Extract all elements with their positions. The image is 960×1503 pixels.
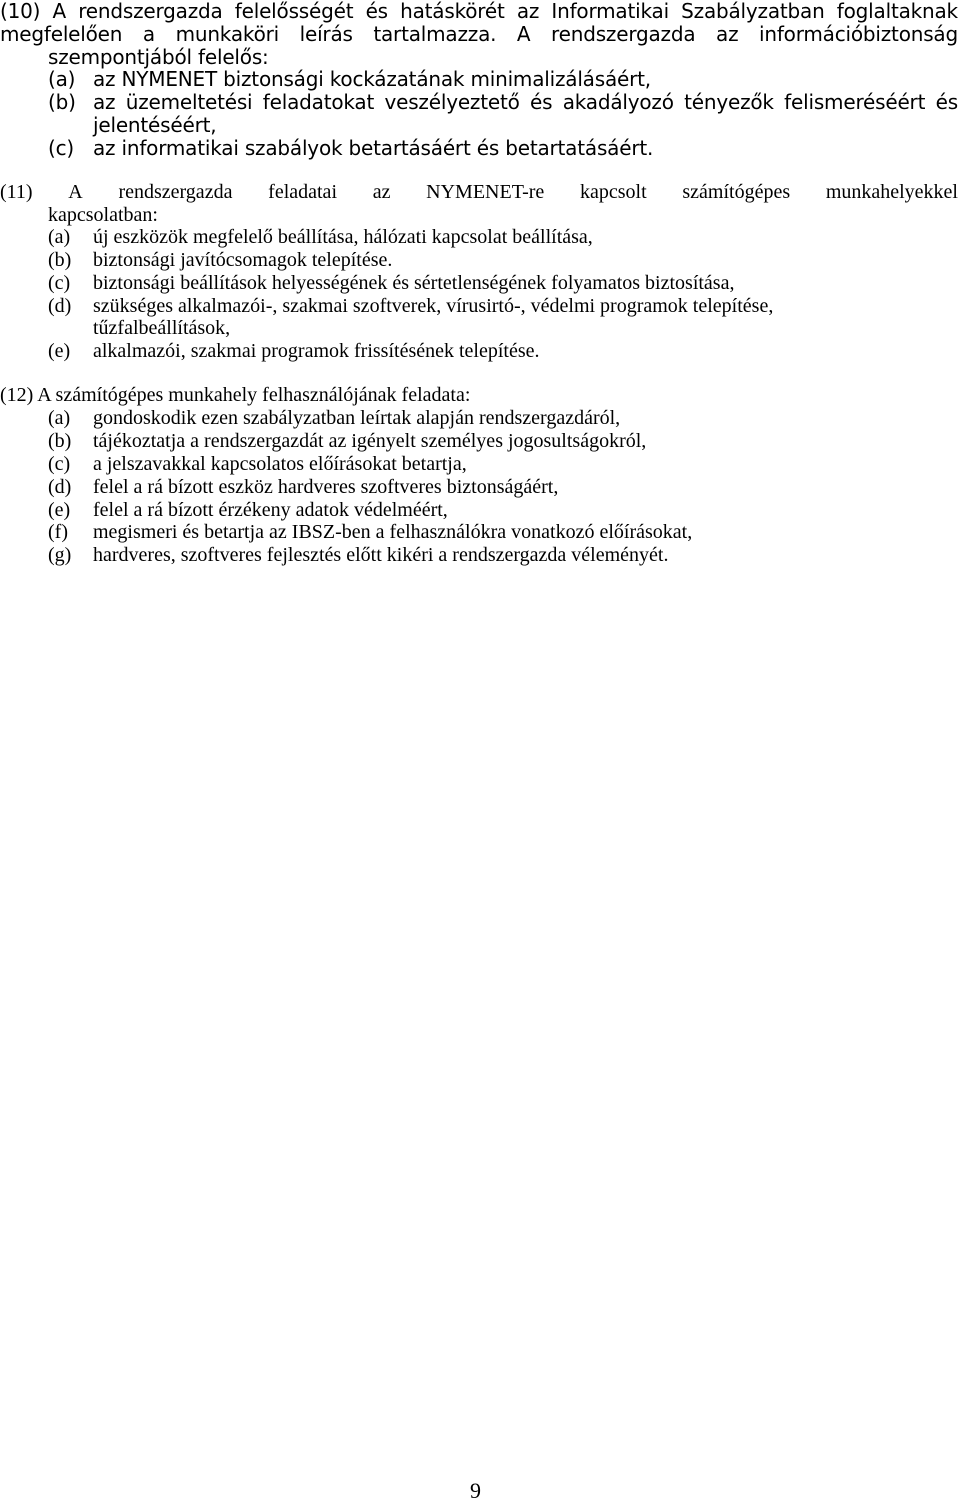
line-word: feladatokat xyxy=(262,90,375,115)
list-item-text: az informatikai szabályok betartásáért és betartatásáért. xyxy=(93,135,654,160)
list-item-text: a jelszavakkal kapcsolatos előírásokat betartja, xyxy=(93,452,467,475)
document-line xyxy=(0,23,958,45)
line-word: Informatikai xyxy=(551,0,669,23)
line-word: rendszergazda xyxy=(118,181,233,203)
line-text: szempontjából felelős: xyxy=(48,44,269,69)
line-word: üzemeltetési xyxy=(125,90,253,115)
list-item-text: szükséges alkalmazói-, szakmai szoftverek, vírusirtó-, védelmi programok telepítése, xyxy=(93,294,774,317)
line-word: felelősségét xyxy=(234,0,354,23)
document-line xyxy=(48,226,928,248)
line-word: feladatai xyxy=(268,181,337,203)
document-line xyxy=(48,453,928,475)
line-word: és xyxy=(530,90,553,115)
line-word: NYMENET-re xyxy=(426,181,545,203)
list-item-label: (d) xyxy=(48,475,72,498)
document-line xyxy=(0,0,958,22)
document-line xyxy=(48,91,958,113)
list-item-text: tájékoztatja a rendszergazdát az igényelt személyes jogosultságokról, xyxy=(93,429,647,452)
line-word: munkaköri xyxy=(175,21,279,46)
line-word: foglaltaknak xyxy=(836,0,958,23)
line-word: az xyxy=(516,0,540,23)
list-item-label: (a) xyxy=(48,67,76,92)
document-line xyxy=(48,407,928,429)
line-word: rendszergazda xyxy=(551,21,696,46)
line-word: hatáskörét xyxy=(400,0,505,23)
page-number: 9 xyxy=(470,1478,481,1503)
line-text: (12) A számítógépes munkahely felhasználójának feladata: xyxy=(0,384,471,406)
list-item-label: (c) xyxy=(48,452,71,475)
document-line xyxy=(48,68,928,90)
line-word: és xyxy=(935,90,958,115)
line-word: (10) xyxy=(0,0,41,23)
list-item-label: (c) xyxy=(48,135,75,160)
list-item-words xyxy=(93,91,958,113)
line-text: kapcsolatban: xyxy=(48,203,158,226)
list-item-label: (b) xyxy=(48,429,72,452)
list-item-label: (b) xyxy=(48,90,76,115)
list-item-text: hardveres, szoftveres fejlesztés előtt kikéri a rendszergazda véleményét. xyxy=(93,544,669,567)
list-item-label: (a) xyxy=(48,406,71,429)
line-word: A xyxy=(68,181,83,203)
document-line xyxy=(48,137,928,159)
list-item-label: (a) xyxy=(48,226,71,249)
line-word: veszélyeztető xyxy=(384,90,520,115)
document-line xyxy=(0,384,470,406)
line-word: számítógépes xyxy=(682,181,791,203)
document-line xyxy=(0,181,958,203)
line-word: az xyxy=(716,21,739,46)
list-item-label: (e) xyxy=(48,498,71,521)
document-line xyxy=(48,46,269,68)
document-line xyxy=(48,476,928,498)
list-item-text: az NYMENET biztonsági kockázatának minimalizálásáért, xyxy=(93,67,651,92)
line-word: tényezők xyxy=(684,90,774,115)
list-item-text: biztonsági beállítások helyességének és sértetlenségének folyamatos biztosítása, xyxy=(93,271,735,294)
list-item-label: (f) xyxy=(48,521,68,544)
document-line xyxy=(48,430,928,452)
document-line xyxy=(48,499,928,521)
document-line xyxy=(93,114,216,136)
document-line xyxy=(48,521,928,543)
continuation-text: jelentéséért, xyxy=(93,113,217,137)
list-item-text: új eszközök megfelelő beállítása, hálózati kapcsolat beállítása, xyxy=(93,226,593,249)
list-item-label: (b) xyxy=(48,249,72,272)
document-line xyxy=(48,272,928,294)
list-item-label: (d) xyxy=(48,294,72,317)
document-line xyxy=(93,317,230,339)
continuation-text: tűzfalbeállítások, xyxy=(93,317,231,340)
line-word: a xyxy=(142,21,155,46)
line-word: az xyxy=(93,90,116,115)
line-word: és xyxy=(365,0,388,23)
list-item-text: biztonsági javítócsomagok telepítése. xyxy=(93,249,393,272)
line-word: tartalmazza. xyxy=(373,21,497,46)
document-line xyxy=(48,249,928,271)
list-item-text: megismeri és betartja az IBSZ-ben a felhasználókra vonatkozó előírásokat, xyxy=(93,521,693,544)
document-line xyxy=(48,295,928,317)
document-line xyxy=(48,544,928,566)
line-word: munkahelyekkel xyxy=(825,181,958,203)
line-word: kapcsolt xyxy=(580,181,647,203)
document-line xyxy=(48,340,928,362)
line-word: Szabályzatban xyxy=(681,0,825,23)
list-item-text: alkalmazói, szakmai programok frissítésének telepítése. xyxy=(93,339,540,362)
list-item-label: (g) xyxy=(48,544,72,567)
line-word: A xyxy=(516,21,531,46)
line-word: rendszergazda xyxy=(78,0,223,23)
list-item-label: (e) xyxy=(48,339,71,362)
line-word: információbiztonság xyxy=(759,21,958,46)
line-word: akadályozó xyxy=(562,90,674,115)
line-word: leírás xyxy=(299,21,353,46)
line-word: az xyxy=(372,181,391,203)
line-word: A xyxy=(52,0,66,23)
line-word: felismeréséért xyxy=(784,90,926,115)
list-item-text: felel a rá bízott eszköz hardveres szoftveres biztonságáért, xyxy=(93,475,559,498)
document-line xyxy=(48,204,158,226)
line-word: (11) xyxy=(0,181,33,203)
list-item-text: felel a rá bízott érzékeny adatok védelméért, xyxy=(93,498,448,521)
list-item-label: (c) xyxy=(48,271,71,294)
list-item-text: gondoskodik ezen szabályzatban leírtak alapján rendszergazdáról, xyxy=(93,406,621,429)
line-word: megfelelően xyxy=(0,21,123,46)
